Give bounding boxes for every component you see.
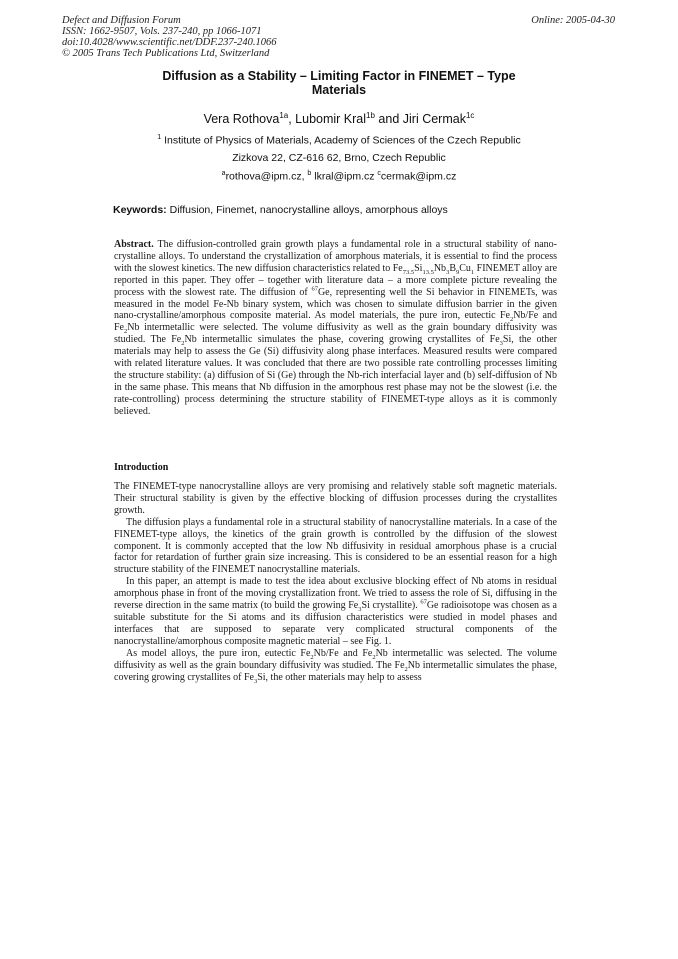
affiliation-address: Zizkova 22, CZ-616 62, Brno, Czech Republic bbox=[232, 152, 446, 164]
author-name: Jiri Cermak bbox=[402, 112, 466, 127]
issn-line: ISSN: 1662-9507, Vols. 237-240, pp 1066-1071 bbox=[62, 26, 262, 37]
subscript: 9 bbox=[455, 268, 460, 276]
subscript: 2 bbox=[372, 653, 376, 661]
email-link[interactable]: cermak@ipm.cz bbox=[380, 170, 457, 183]
abstract-label: Abstract. bbox=[114, 239, 154, 250]
email-link[interactable]: lkral@ipm.cz bbox=[311, 170, 378, 183]
subscript: 2 bbox=[181, 340, 185, 348]
abstract-text: Si bbox=[414, 262, 423, 274]
subscript: 13.5 bbox=[422, 268, 434, 276]
subscript: 3 bbox=[499, 340, 503, 348]
subscript: 3 bbox=[253, 677, 258, 685]
abstract-text: The diffusion-controlled grain growth plays a fundamental role in a structural stability of nano-crystalline alloys. To understand the crystallization of amorphous materials, it is essential to find the process with the slowest kinetics. The new diffusion characteristics related to Fe bbox=[114, 239, 557, 274]
abstract-text: Nb/Fe and Fe bbox=[114, 310, 557, 334]
abstract-text: Ge, representing well the Si behavior in FINEMETs, was measured in the model Fe-Nb binary system, which was chosen to simulate diffusion barrier in the given nano-crystalline/amorphous composite material. As model materials, the pure iron, eutectic Fe bbox=[114, 286, 557, 322]
email-link[interactable]: rothova@ipm.cz, bbox=[225, 170, 308, 183]
doi-line: doi:10.4028/www.scientific.net/DDF.237-240.1066 bbox=[62, 37, 277, 48]
subscript: 2 bbox=[124, 328, 128, 336]
intro-text: Si crystallite). bbox=[361, 600, 421, 612]
abstract-paragraph bbox=[114, 239, 557, 418]
email-sup: a bbox=[221, 170, 226, 177]
intro-paragraph-2: The diffusion plays a fundamental role in a structural stability of nanocrystalline materials. In a case of the FINEMET-type alloys, the kinetics of the grain growth is controlled by the diffusion of the slowest component. It is commonly accepted that the low Nb diffusivity in residual amorphous phase is a crucial factor for retardation of further grain size increasing. This is considered to be an essential reason for a high structure stability of the FINEMET nanocrystalline materials. bbox=[114, 516, 557, 576]
intro-text: As model alloys, the pure iron, eutectic Fe bbox=[126, 647, 311, 659]
subscript: 3 bbox=[358, 606, 362, 614]
abstract-text: Nb intermetallic simulates the phase, covering growing crystallites of Fe bbox=[184, 334, 500, 346]
intro-paragraph-3 bbox=[114, 576, 557, 647]
superscript: 67 bbox=[420, 598, 427, 606]
intro-paragraph-1: The FINEMET-type nanocrystalline alloys are very promising and relatively stable soft magnetic materials. Their structural stability is given by the effective blocking of diffusion processes during the crystallites growth. bbox=[114, 481, 557, 516]
author-name: Lubomir Kral bbox=[295, 112, 367, 127]
author-sep: , bbox=[288, 112, 296, 127]
intro-text: Nb/Fe and Fe bbox=[313, 647, 373, 659]
subscript: 3 bbox=[446, 268, 450, 276]
affiliation-institute bbox=[0, 134, 678, 147]
keywords-text: Diffusion, Finemet, nanocrystalline alloys, amorphous alloys bbox=[166, 204, 448, 216]
title-line-1: Diffusion as a Stability – Limiting Factor in FINEMET – Type bbox=[162, 69, 516, 83]
intro-text: In this paper, an attempt is made to test the idea about exclusive blocking effect of Nb atoms in residual amorphous phase in front of the moving crystallization front. We tried to assess the role of Si, diffusing in the reverse direction in the same matrix (to build the growing Fe bbox=[114, 576, 557, 612]
affil-institute-text: Institute of Physics of Materials, Academy of Sciences of the Czech Republic bbox=[161, 134, 521, 147]
abstract-text: FINEMET alloy are reported in this paper. They offer – together with literature data – a more complete picture revealing the process with the slowest rate. The diffusion of bbox=[114, 262, 558, 298]
paper-title bbox=[100, 69, 578, 97]
subscript: 2 bbox=[404, 665, 408, 673]
intro-text: Si, the other materials may help to assess bbox=[257, 671, 422, 683]
keywords-label: Keywords: bbox=[113, 204, 167, 216]
author-list bbox=[0, 111, 678, 126]
subscript: 2 bbox=[509, 316, 514, 324]
author-sep: and bbox=[374, 112, 403, 127]
abstract bbox=[114, 239, 557, 418]
superscript: 67 bbox=[311, 285, 318, 293]
section-heading-introduction: Introduction bbox=[114, 462, 169, 473]
online-date: Online: 2005-04-30 bbox=[531, 15, 615, 26]
abstract-text: B bbox=[449, 262, 456, 274]
affil-sup: 1 bbox=[157, 134, 162, 141]
author-sup: 1c bbox=[465, 111, 475, 120]
subscript: 1 bbox=[470, 268, 475, 276]
introduction-body bbox=[114, 481, 557, 683]
journal-name: Defect and Diffusion Forum bbox=[62, 15, 181, 26]
abstract-text: Si, the other materials may help to assess the Ge (Si) diffusivity along phase interfaces. Measured results were compared with related literature values. It was concluded that there are two possible rate controlling processes limiting the structure stability: (a) diffusion of Si (Ge) through the Nb-rich interfacial layer and (b) self-diffusion of Nb in the same phase. This means that Nb diffusion in the amorphous rest phase may not be the slowest (i.e. the rate-controlling) process determining the structure stability of FINEMET-type alloys as it is commonly believed. bbox=[114, 334, 557, 417]
intro-text: Nb intermetallic was selected. The volume diffusivity as well as the grain boundary diffusivity was studied. The Fe bbox=[114, 647, 557, 671]
intro-paragraph-4 bbox=[114, 648, 557, 684]
email-sup: c bbox=[377, 170, 381, 177]
abstract-text: Nb bbox=[433, 262, 447, 274]
intro-text: Nb intermetallic simulates the phase, covering growing crystallites of Fe bbox=[114, 659, 558, 683]
author-sup: 1a bbox=[279, 111, 289, 120]
email-sup: b bbox=[307, 170, 312, 177]
author-sup: 1b bbox=[366, 111, 375, 120]
subscript: 2 bbox=[310, 653, 314, 661]
title-line-2: Materials bbox=[311, 83, 367, 97]
abstract-text: Nb intermetallic were selected. The volume diffusivity as well as the grain boundary diffusivity was studied. The Fe bbox=[114, 322, 557, 346]
journal-header bbox=[62, 15, 277, 59]
copyright-line: © 2005 Trans Tech Publications Ltd, Switzerland bbox=[62, 48, 270, 59]
abstract-text: Cu bbox=[459, 262, 471, 274]
affiliation-emails bbox=[0, 170, 678, 183]
keywords bbox=[113, 204, 573, 216]
subscript: 73.5 bbox=[402, 268, 415, 276]
author-name: Vera Rothova bbox=[203, 112, 280, 127]
intro-text: Ge radioisotope was chosen as a suitable substitute for the Si atoms and its diffusion characteristics were studied in model phases and interfaces that are supposed to separate very complicated structural components of the nanocrystalline/amorphous composite magnetic material – see Fig. 1. bbox=[114, 600, 557, 647]
